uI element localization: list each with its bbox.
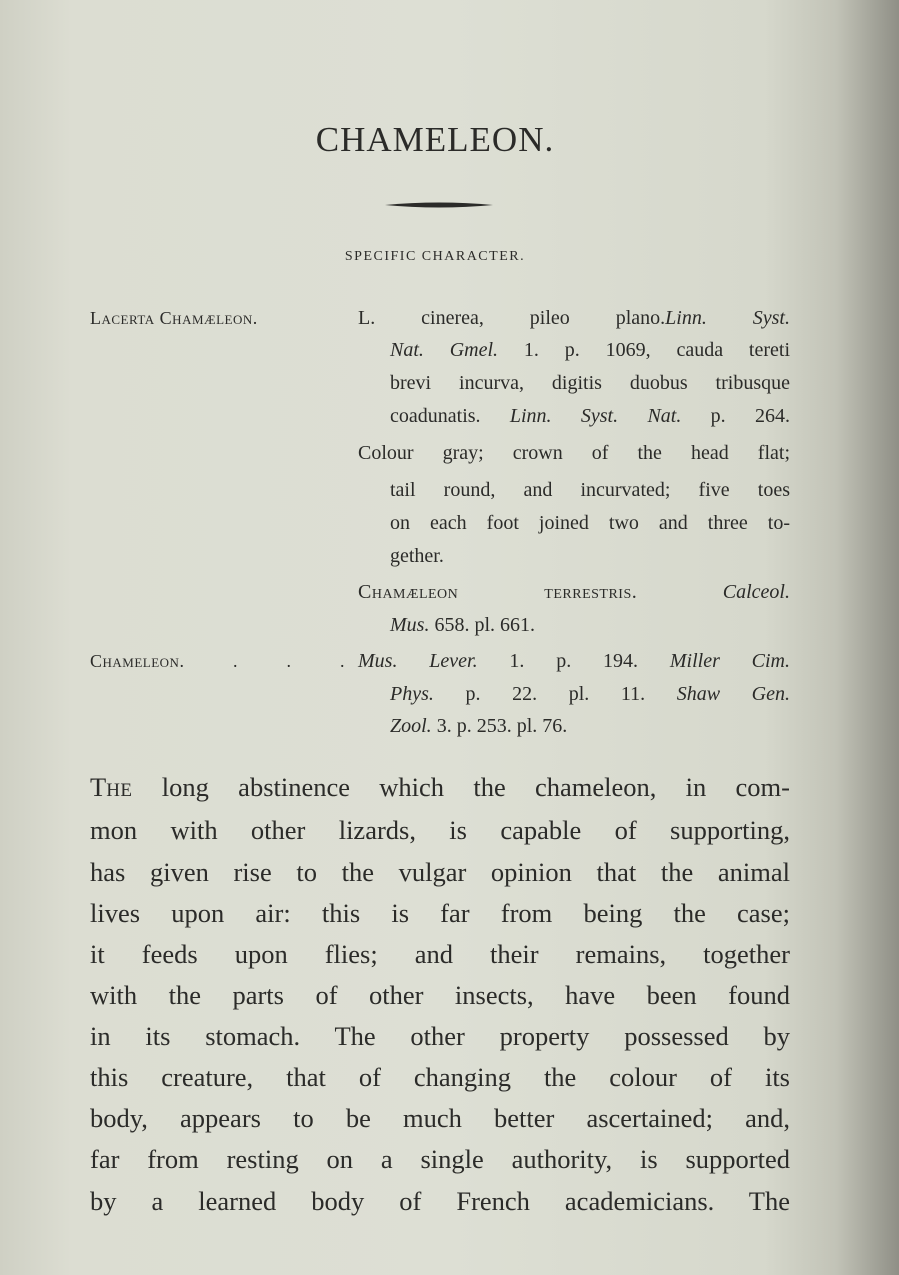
body-line <box>90 1101 790 1135</box>
text-segment: has given rise to the vulgar opinion that the animal <box>90 857 790 887</box>
synonym-label-chameleon: Chameleon. . . . <box>90 651 345 671</box>
body-line <box>90 770 790 804</box>
synonymy-line <box>390 403 790 429</box>
text-segment: by a learned body of French academicians. The <box>90 1186 790 1216</box>
text-segment: 658. pl. 661. <box>429 614 536 636</box>
italic-citation: Miller Cim. <box>669 650 791 672</box>
body-line <box>90 1060 790 1094</box>
synonymy-line <box>390 477 790 503</box>
section-subheading: SPECIFIC CHARACTER. <box>344 249 526 264</box>
italic-citation: Linn. Syst. <box>665 307 790 329</box>
text-segment: brevi incurva, digitis duobus tribusque <box>390 372 790 394</box>
small-caps-text: he <box>106 772 133 802</box>
text-segment: Colour gray; crown of the head flat; <box>358 442 790 464</box>
text-segment: it feeds upon flies; and their remains, together <box>90 939 790 969</box>
body-line <box>90 978 790 1012</box>
italic-citation: Zool. <box>390 715 432 737</box>
italic-citation: Shaw Gen. <box>676 683 790 705</box>
small-caps-text: Chamæleon terrestris. <box>358 581 638 603</box>
body-line <box>90 855 790 889</box>
text-segment: coadunatis. <box>390 405 510 427</box>
italic-citation: Mus. <box>390 614 430 636</box>
italic-citation: Phys. <box>390 683 434 705</box>
text-segment: T <box>90 772 107 802</box>
text-segment: in its stomach. The other property possessed by <box>90 1021 790 1051</box>
text-segment: lives upon air: this is far from being the case; <box>90 898 790 928</box>
body-line <box>90 1184 790 1218</box>
synonymy-line <box>390 681 790 707</box>
text-segment: L. cinerea, pileo plano. <box>358 307 666 329</box>
synonymy-line <box>390 510 790 536</box>
ornament-rule <box>385 201 493 209</box>
synonymy-line <box>358 648 790 674</box>
synonymy-line <box>390 612 790 638</box>
synonymy-line <box>390 543 790 569</box>
text-segment: p. 22. pl. 11. <box>433 683 677 705</box>
body-line <box>90 1142 790 1176</box>
italic-citation: Calceol. <box>637 581 790 603</box>
italic-citation: Nat. Gmel. <box>390 339 499 361</box>
italic-citation: Linn. Syst. Nat. <box>509 405 682 427</box>
synonymy-line <box>390 337 790 363</box>
text-segment: mon with other lizards, is capable of supporting, <box>90 815 790 845</box>
text-segment: on each foot joined two and three to- <box>390 512 790 534</box>
synonym-label-lacerta: Lacerta Chamæleon. <box>90 308 258 328</box>
text-segment: body, appears to be much better ascertained; and, <box>90 1103 790 1133</box>
text-segment: with the parts of other insects, have been found <box>90 980 790 1010</box>
synonymy-line <box>358 579 790 605</box>
text-segment: 1. p. 1069, cauda tereti <box>498 339 790 361</box>
text-segment: p. 264. <box>681 405 791 427</box>
body-line <box>90 1019 790 1053</box>
body-line <box>90 896 790 930</box>
synonymy-line <box>390 370 790 396</box>
text-segment: tail round, and incurvated; five toes <box>390 479 790 501</box>
text-segment: this creature, that of changing the colour of its <box>90 1062 790 1092</box>
page-title: CHAMELEON. <box>315 120 555 159</box>
synonymy-line <box>358 440 790 466</box>
synonymy-line <box>390 713 790 739</box>
body-line <box>90 813 790 847</box>
text-segment: long abstinence which the chameleon, in com- <box>132 772 790 802</box>
text-segment: 1. p. 194. <box>477 650 670 672</box>
body-line <box>90 937 790 971</box>
text-segment: gether. <box>390 545 444 567</box>
italic-citation: Mus. Lever. <box>358 650 478 672</box>
synonymy-line <box>358 305 790 331</box>
text-segment: far from resting on a single authority, is supported <box>90 1144 790 1174</box>
text-segment: 3. p. 253. pl. 76. <box>431 715 568 737</box>
